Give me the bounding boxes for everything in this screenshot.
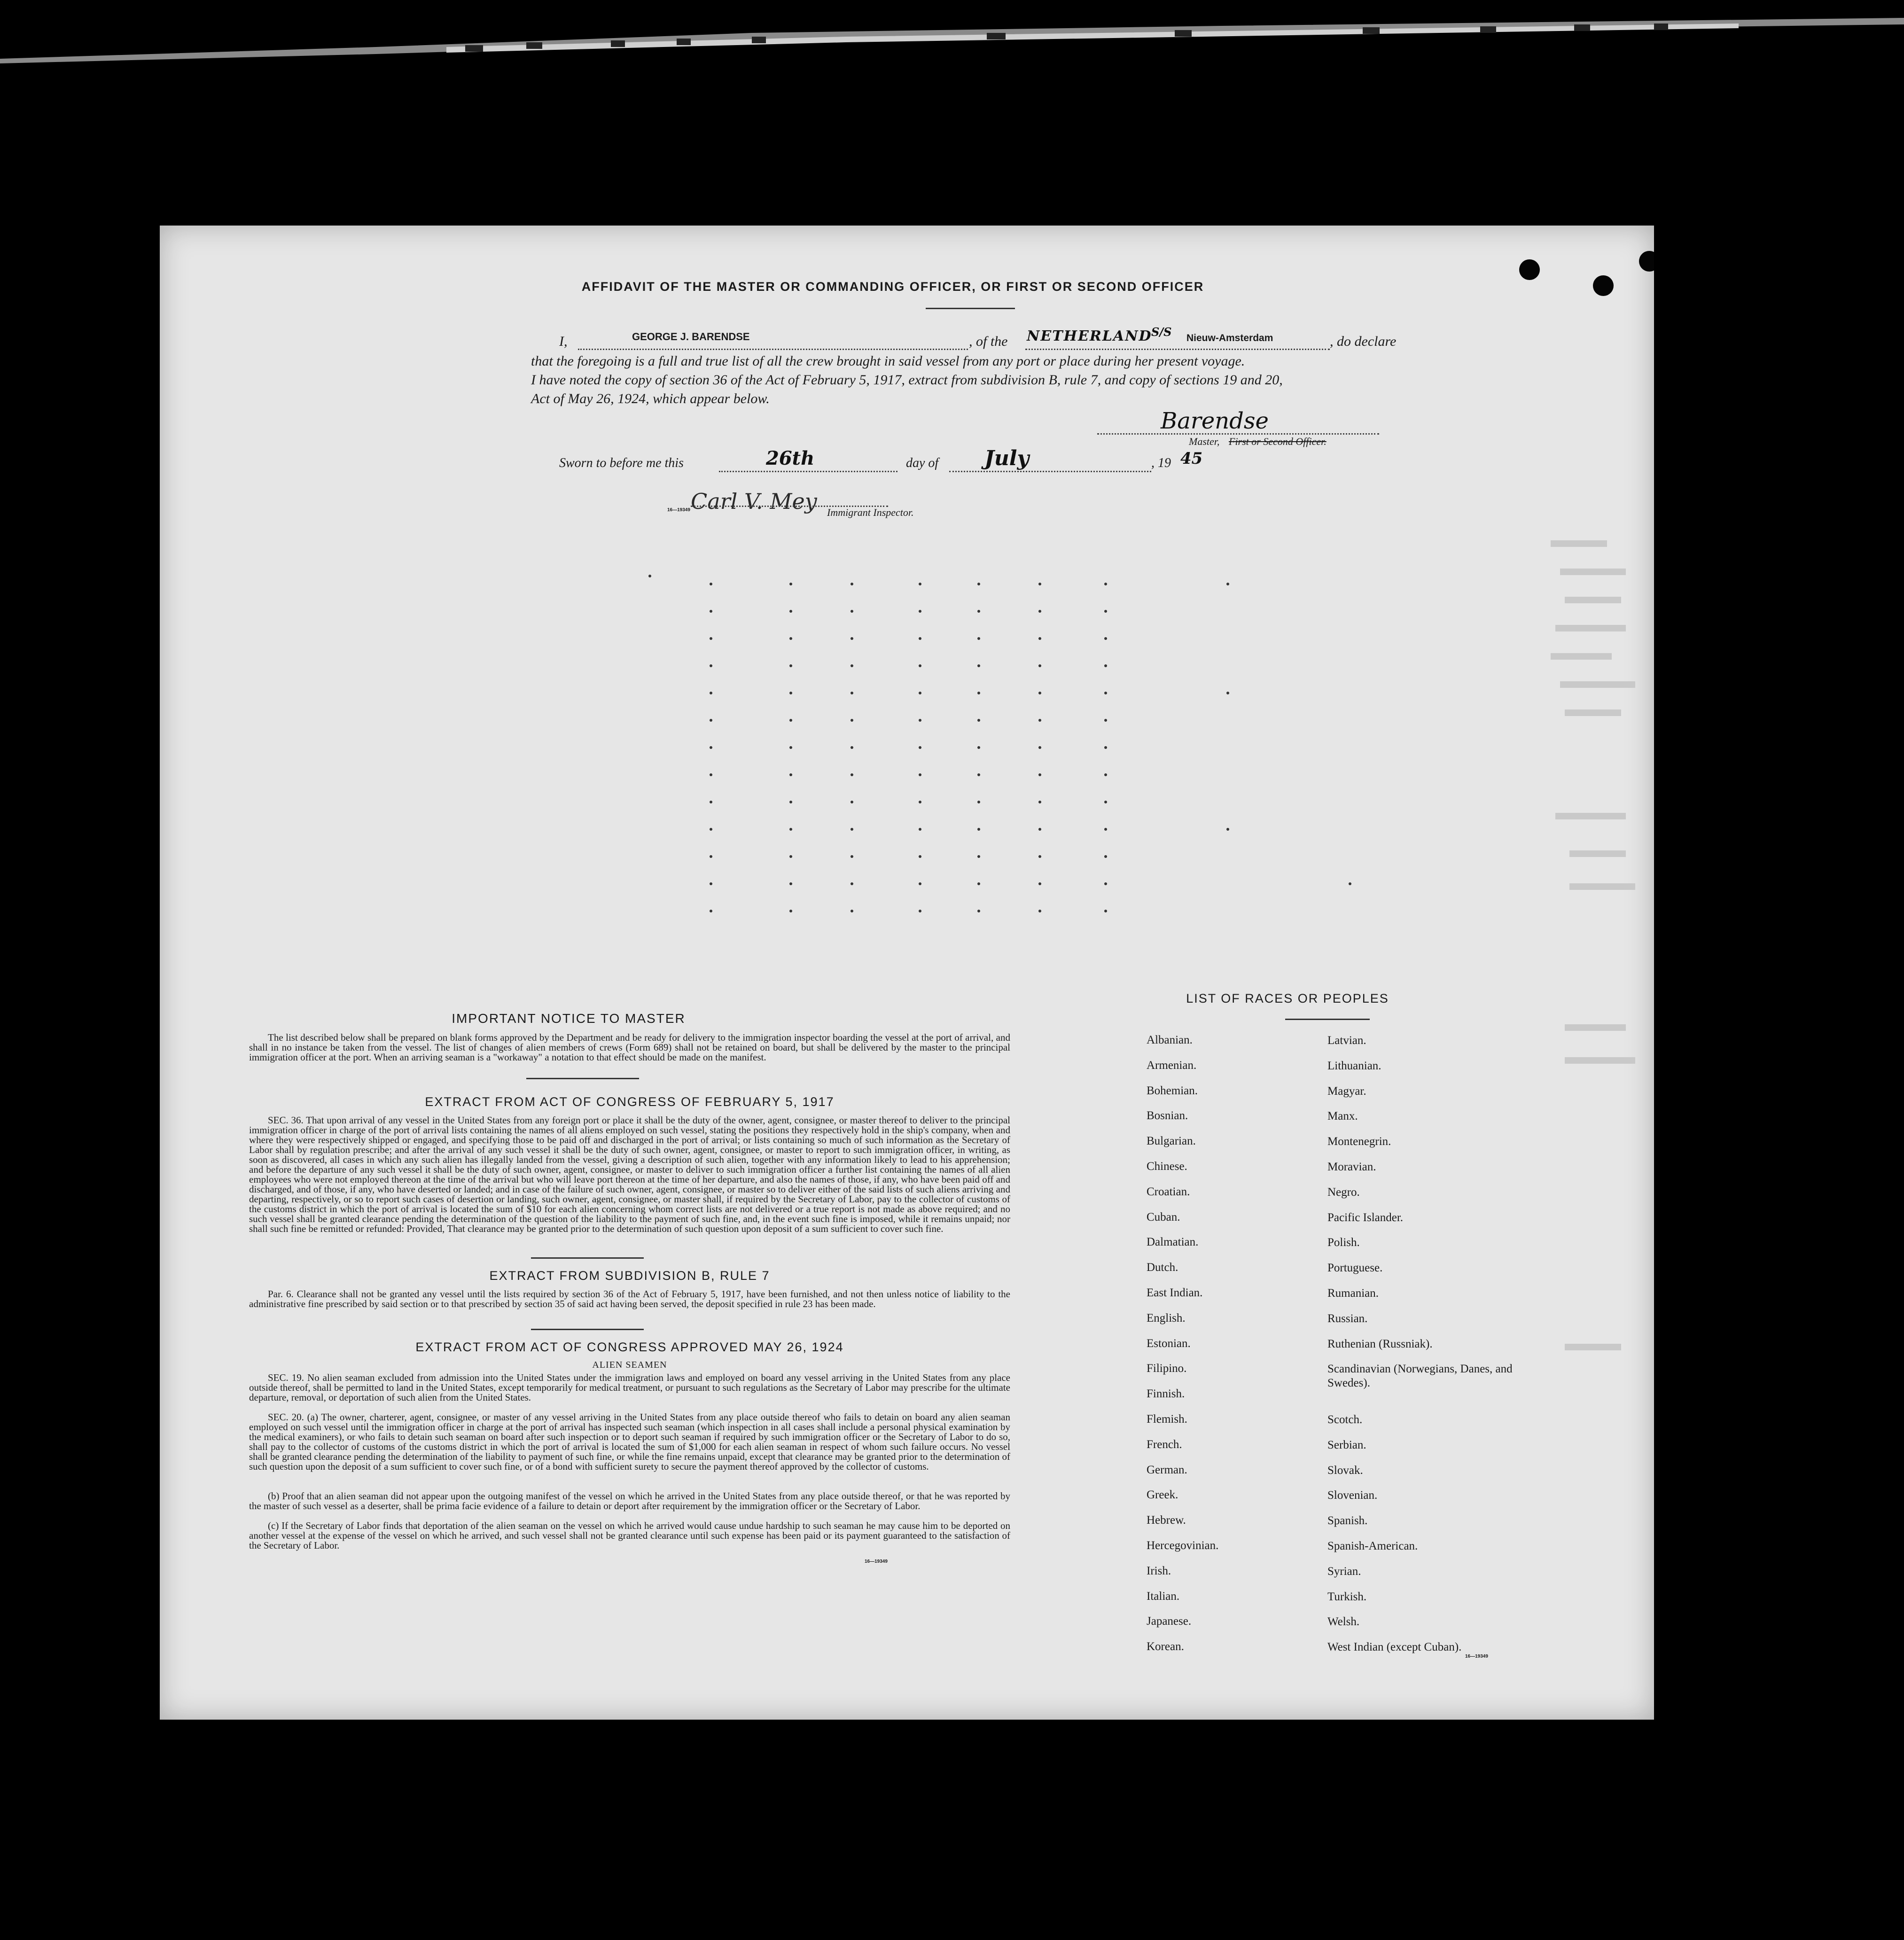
sec20b-text: (b) Proof that an alien seaman did not appear upon the outgoing manifest of the vessel on which he arrived in the United States from any place outside thereof, or that he was reported by the master of such vessel as a deserter, shall be prima facie evidence of a failure to detain or deport after requirement by the immigration officer or the Secretary of Labor. — [249, 1490, 1010, 1511]
form-code: 16—19349 — [865, 1559, 888, 1564]
year-prefix: , 19 — [1151, 456, 1171, 470]
race-item: Irish. — [1147, 1564, 1171, 1577]
race-item: French. — [1147, 1438, 1182, 1451]
bleed-through-mark — [1565, 1024, 1626, 1031]
extract-1924-title: EXTRACT FROM ACT OF CONGRESS APPROVED MAY 26, 1924 — [415, 1340, 844, 1354]
race-item: Manx. — [1327, 1110, 1358, 1123]
document-page — [160, 226, 1654, 1720]
race-item: Portuguese. — [1327, 1262, 1383, 1275]
race-item: Ruthenian (Russniak). — [1327, 1337, 1433, 1350]
form-code: 16—19349 — [667, 507, 690, 513]
sworn-month-line — [949, 471, 1151, 472]
bleed-through-mark — [1565, 1057, 1635, 1064]
bleed-through-mark — [1565, 709, 1621, 716]
race-item: Bulgarian. — [1147, 1135, 1196, 1148]
race-item: Spanish-American. — [1327, 1540, 1418, 1552]
race-item: Greek. — [1147, 1488, 1178, 1502]
race-item: Japanese. — [1147, 1615, 1192, 1628]
race-item: Scandinavian (Norwegians, Danes, and Swedes). — [1327, 1363, 1513, 1390]
inspector-label: Immigrant Inspector. — [827, 506, 914, 518]
sec20c-text: (c) If the Secretary of Labor finds that deportation of the alien seaman on the vessel on which he arrived would cause undue hardship to such seaman he may cause him to be deported on another vessel at the expense of the vessel on which he arrived, and such vessel shall not be granted clearance until such expense has been paid or its payment guaranteed to the satisfaction of the Secretary of Labor. — [249, 1520, 1010, 1551]
inspector-signature: Carl V. Mey — [691, 489, 817, 514]
race-item: Finnish. — [1147, 1387, 1185, 1401]
section-rule — [526, 1078, 639, 1079]
race-item: Polish. — [1327, 1236, 1360, 1249]
signature-line — [1097, 433, 1379, 435]
race-item: Magyar. — [1327, 1084, 1366, 1098]
punch-hole — [1639, 251, 1654, 272]
race-item: Latvian. — [1327, 1034, 1366, 1047]
race-item: Serbian. — [1327, 1438, 1366, 1451]
race-item: Slovak. — [1327, 1464, 1363, 1477]
race-item: Croatian. — [1147, 1185, 1190, 1198]
race-item: Hebrew. — [1147, 1514, 1186, 1527]
form-code: 16—19349 — [1465, 1654, 1488, 1659]
sworn-day: 26th — [766, 447, 815, 469]
bleed-through-mark — [1555, 625, 1626, 631]
master-signature: Barendse — [1161, 408, 1269, 434]
day-of-label: day of — [906, 456, 939, 470]
section-rule — [531, 1329, 644, 1330]
sec20a-text: SEC. 20. (a) The owner, charterer, agent, consignee, or master of any vessel arriving in the United States from any place outside thereof who fails to detain on board any alien seaman employed on such vessel until the immigration officer in charge at the port of arrival has inspected such seaman (which inspection in all cases shall include a personal physical examination by the medical examiners), or who fails to detain such seaman on board after such inspection or to deport such seaman if required by such immigration officer or the Secretary of Labor to do so, shall pay to the collector of customs of the customs district in which the port of arrival is located the sum of $1,000 for each alien seaman in respect of whom such failure occurs. No vessel shall be granted clearance pending the determination of the liability to payment of such fine, or while the fine remains unpaid, except that clearance may be granted prior to the determination of such question upon the deposit of a sum sufficient to cover such fine, or of a bond with sufficient surety to secure the payment thereof approved by the collector of customs. — [249, 1411, 1010, 1472]
bleed-through-mark — [1569, 850, 1626, 857]
master-name: GEORGE J. BARENDSE — [632, 331, 750, 343]
affidavit-line-4: Act of May 26, 1924, which appear below. — [531, 391, 770, 406]
race-item: Chinese. — [1147, 1160, 1187, 1173]
notice-title: IMPORTANT NOTICE TO MASTER — [452, 1011, 686, 1026]
previous-page-strip — [0, 14, 1904, 66]
race-item: Turkish. — [1327, 1590, 1367, 1603]
struck-officer-label: First or Second Officer. — [1229, 436, 1327, 447]
race-item: Scotch. — [1327, 1413, 1363, 1426]
race-item: Moravian. — [1327, 1161, 1376, 1173]
bleed-through-mark — [1551, 540, 1607, 547]
race-item: Negro. — [1327, 1185, 1360, 1199]
vessel-name: Nieuw-Amsterdam — [1186, 333, 1273, 343]
bleed-through-mark — [1555, 813, 1626, 819]
punch-hole — [1593, 275, 1614, 296]
race-item: Albanian. — [1147, 1034, 1193, 1046]
name-line — [578, 349, 968, 350]
bleed-through-mark — [1565, 1344, 1621, 1350]
race-item: Flemish. — [1147, 1413, 1187, 1426]
section-rule — [531, 1257, 644, 1259]
title-rule — [926, 308, 1015, 309]
race-item: Italian. — [1147, 1589, 1180, 1603]
race-item: Korean. — [1147, 1640, 1184, 1653]
affidavit-line-3: I have noted the copy of section 36 of the Act of February 5, 1917, extract from subdivision B, rule 7, and copy of sections 19 and 20, — [531, 372, 1283, 388]
of-the-label: , of the — [969, 334, 1008, 349]
race-item: Welsh. — [1327, 1615, 1360, 1628]
race-item: German. — [1147, 1463, 1187, 1476]
vessel-prefix: S/S — [1151, 325, 1172, 339]
race-item: Filipino. — [1147, 1362, 1187, 1375]
extract-1917-text: SEC. 36. That upon arrival of any vessel in the United States from any foreign port or place it shall be the duty of the owner, agent, consignee, or master thereof to deliver to the principal immigration officer in charge of the port of arrival lists containing the names of all aliens employed on such vessel, stating the positions they respectively hold in the ship's company, when and where they were respectively shipped or engaged, and specifying those to be paid off and discharged in the port of arrival; or lists containing so much of such information as the Secretary of Labor shall by regulation prescribe; and after the arrival of any such vessel it shall be the duty of such owner, agent, consignee, or master to report to such immigration officer, in writing, as soon as discovered, all cases in which any such alien has illegally landed from the vessel, giving a description of such alien, together with any information likely to lead to his apprehension; and before the departure of any such vessel it shall be the duty of such owner, agent, consignee, or master to deliver to such immigration officer a further list containing the names of all alien employees who were not employed thereon at the time of the arrival but who will leave port thereon at the time of her departure, and also the names of those, if any, who have been paid off and discharged, and of those, if any, who have deserted or landed; and in case of the failure of such owner, agent, consignee, or master so to deliver either of the said lists of such aliens arriving and departing, respectively, or so to report such cases of desertion or landing, such owner, agent, consignee, or master shall, if required by the Secretary of Labor, pay to the collector of customs of the customs district in which the port of arrival is located the sum of $10 for each alien concerning whom correct lists are not delivered or a true report is not made as above required; and no such vessel shall be granted clearance pending the determination of the question of the liability to the payment of such fine, and, in the event such fine is imposed, while it remains unpaid; nor shall such fine be remitted or refunded: Provided, That clearance may be granted prior to the determination of such question upon deposit of a sum sufficient to cover such fine. — [249, 1114, 1010, 1234]
race-item: Syrian. — [1327, 1565, 1361, 1578]
race-item: Slovenian. — [1327, 1489, 1378, 1502]
vessel-line — [1025, 349, 1330, 350]
sworn-day-line — [719, 471, 897, 472]
bleed-through-mark — [1560, 569, 1626, 575]
race-item: East Indian. — [1147, 1286, 1203, 1299]
race-item: Russian. — [1327, 1312, 1368, 1325]
alien-seamen-subtitle: ALIEN SEAMEN — [592, 1360, 667, 1370]
race-item: Rumanian. — [1327, 1287, 1379, 1300]
extract-1917-title: EXTRACT FROM ACT OF CONGRESS OF FEBRUARY 5, 1917 — [425, 1095, 835, 1109]
race-item: English. — [1147, 1311, 1186, 1324]
sworn-label: Sworn to before me this — [559, 456, 684, 470]
punch-hole — [1519, 259, 1540, 280]
race-item: Pacific Islander. — [1327, 1211, 1404, 1224]
race-item: Dalmatian. — [1147, 1236, 1199, 1249]
rule7-title: EXTRACT FROM SUBDIVISION B, RULE 7 — [489, 1269, 770, 1283]
master-label: Master, — [1189, 436, 1220, 447]
race-item: Armenian. — [1147, 1059, 1197, 1072]
race-item: Dutch. — [1147, 1261, 1178, 1274]
sworn-year: 45 — [1180, 449, 1203, 468]
sec19-text: SEC. 19. No alien seaman excluded from admission into the United States under the immigration laws and employed on board any vessel arriving in the United States from any place outside thereof, shall be permitted to land in the United States, except temporarily for medical treatment, or pursuant to such regulations as the Secretary of Labor may prescribe for the ultimate departure, removal, or deportation of such alien from the United States. — [249, 1372, 1010, 1403]
affidavit-line-2: that the foregoing is a full and true list of all the crew brought in said vessel from any port or place during her present voyage. — [531, 353, 1245, 369]
affidavit-title: AFFIDAVIT OF THE MASTER OR COMMANDING OFFICER, OR FIRST OR SECOND OFFICER — [581, 280, 1204, 294]
do-declare-label: , do declare — [1330, 334, 1397, 349]
races-rule — [1285, 1019, 1370, 1020]
vessel-flag: NETHERLAND — [1027, 328, 1152, 344]
bleed-through-mark — [1551, 653, 1612, 660]
race-item: Montenegrin. — [1327, 1135, 1391, 1148]
bleed-through-mark — [1565, 597, 1621, 603]
race-item: Hercegovinian. — [1147, 1539, 1219, 1552]
notice-text: The list described below shall be prepared on blank forms approved by the Department and be ready for delivery to the immigration inspector boarding the vessel at the port of arrival, and shall in no instance be taken from the vessel. The list of changes of alien members of crews (Form 689) shall not be retained on board, but shall be delivered by the master to the principal immigration officer at the port. When an arriving seaman is a "workaway" a notation to that effect should be made on the manifest. — [249, 1032, 1010, 1063]
races-title: LIST OF RACES OR PEOPLES — [1186, 991, 1389, 1005]
race-item: West Indian (except Cuban). — [1327, 1641, 1462, 1654]
bleed-through-mark — [1560, 681, 1635, 688]
sworn-month: July — [984, 446, 1030, 470]
race-item: Bohemian. — [1147, 1084, 1198, 1097]
bleed-through-mark — [1569, 883, 1635, 890]
race-item: Estonian. — [1147, 1337, 1191, 1350]
race-item: Bosnian. — [1147, 1109, 1188, 1122]
race-item: Spanish. — [1327, 1514, 1368, 1527]
race-item: Lithuanian. — [1327, 1059, 1381, 1072]
race-item: Cuban. — [1147, 1210, 1180, 1223]
rule7-text: Par. 6. Clearance shall not be granted any vessel until the lists required by section 36 of the Act of February 5, 1917, have been furnished, and not then unless notice of liability to the administrative fine prescribed by said section or to that prescribed by section 35 of said act having been served, the deposit specified in rule 23 has been made. — [249, 1288, 1010, 1309]
i-label: I, — [559, 334, 568, 349]
